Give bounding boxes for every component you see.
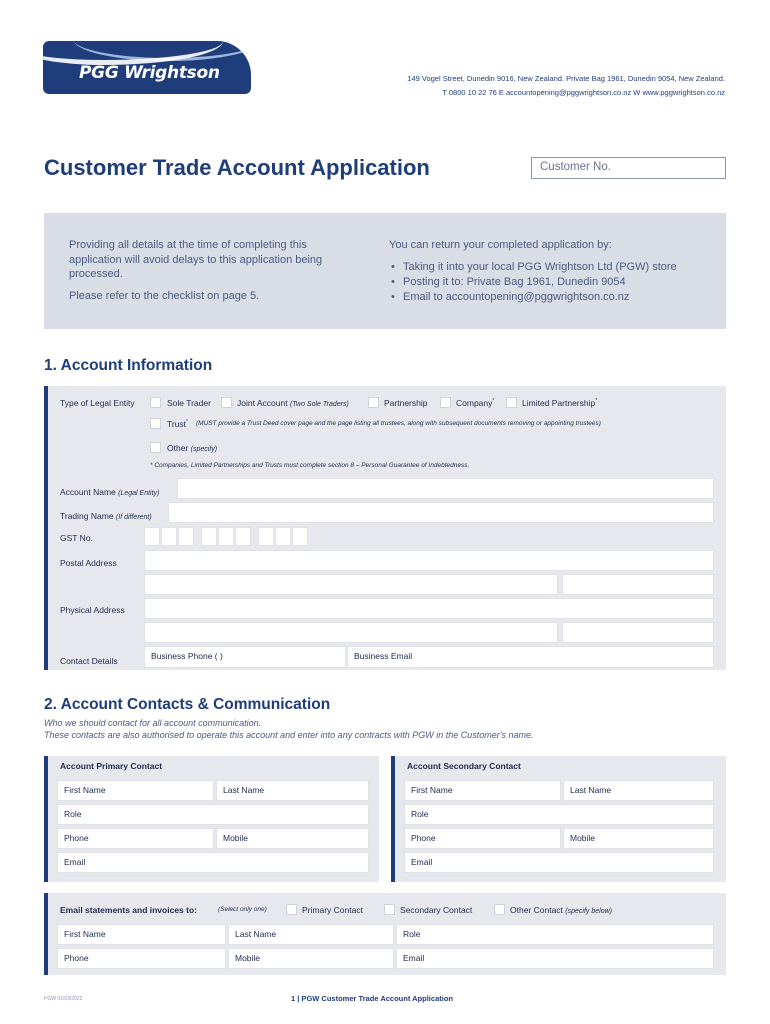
secondary-first-name[interactable]: First Name — [404, 780, 561, 801]
other-contact-option: Other Contact (specify below) — [510, 905, 612, 915]
statements-label: Email statements and invoices to: — [60, 905, 197, 915]
company-logo — [43, 41, 251, 94]
gst-digit-box[interactable] — [258, 527, 274, 546]
gst-digit-box[interactable] — [178, 527, 194, 546]
account-name-label: Account Name (Legal Entity) — [60, 487, 160, 497]
trust-label: Trust* — [167, 419, 188, 429]
joint-account-label: Joint Account (Two Sole Traders) — [237, 398, 349, 408]
statement-last-name[interactable]: Last Name — [228, 924, 394, 945]
gst-digit-box[interactable] — [235, 527, 251, 546]
legal-entity-label: Type of Legal Entity — [60, 398, 135, 408]
info-box — [44, 213, 726, 329]
sole-trader-label: Sole Trader — [167, 398, 211, 408]
secondary-contact-checkbox[interactable] — [384, 904, 395, 915]
gst-digit-box[interactable] — [161, 527, 177, 546]
return-option: • Posting it to: Private Bag 1961, Dunedin 9054 — [389, 275, 709, 290]
primary-contact-option: Primary Contact — [302, 905, 363, 915]
statement-phone[interactable]: Phone — [57, 948, 226, 969]
contact-line: T 0800 10 22 76 E accountopening@pggwrightson.co.nz W www.pggwrightson.co.nz — [442, 88, 725, 97]
section-2-subtitle: These contacts are also authorised to operate this account and enter into any contracts with PGW in the Customer's name. — [44, 730, 534, 740]
primary-last-name[interactable]: Last Name — [216, 780, 369, 801]
physical-address-input[interactable] — [144, 598, 714, 619]
return-title: You can return your completed application by: — [389, 239, 612, 251]
trust-checkbox[interactable] — [150, 418, 161, 429]
info-text: Providing all details at the time of completing this application will avoid delays to this application being processed. — [69, 239, 323, 280]
trading-name-input[interactable] — [168, 502, 714, 523]
account-name-input[interactable] — [177, 478, 714, 499]
partnership-checkbox[interactable] — [368, 397, 379, 408]
postal-code-input[interactable] — [562, 574, 714, 595]
partnership-label: Partnership — [384, 398, 428, 408]
trust-note: (MUST provide a Trust Deed cover page and the page listing all trustees, along with subsequent documents removing or appointing trustees) — [196, 420, 601, 427]
entity-footnote: * Companies, Limited Partnerships and Trusts must complete section 8 – Personal Guarantee of Indebtedness. — [150, 462, 470, 469]
secondary-last-name[interactable]: Last Name — [563, 780, 714, 801]
secondary-contact-option: Secondary Contact — [400, 905, 473, 915]
secondary-email[interactable]: Email — [404, 852, 714, 873]
limited-partnership-checkbox[interactable] — [506, 397, 517, 408]
return-option: • Taking it into your local PGG Wrightson Ltd (PGW) store — [389, 260, 709, 275]
statement-email[interactable]: Email — [396, 948, 714, 969]
contact-details-label: Contact Details — [60, 656, 118, 666]
company-label: Company* — [456, 398, 495, 408]
secondary-contact-heading: Account Secondary Contact — [407, 761, 521, 771]
logo-text: PGG Wrightson — [79, 63, 220, 83]
trading-name-label: Trading Name (If different) — [60, 511, 152, 521]
info-checklist: Please refer to the checklist on page 5. — [69, 289, 260, 302]
primary-mobile[interactable]: Mobile — [216, 828, 369, 849]
customer-number-field[interactable]: Customer No. — [531, 157, 726, 179]
primary-contact-heading: Account Primary Contact — [60, 761, 163, 771]
statement-first-name[interactable]: First Name — [57, 924, 226, 945]
primary-first-name[interactable]: First Name — [57, 780, 214, 801]
sole-trader-checkbox[interactable] — [150, 397, 161, 408]
gst-label: GST No. — [60, 533, 93, 543]
gst-digit-box[interactable] — [292, 527, 308, 546]
form-code: PGW 01/03/2022 — [44, 996, 83, 1002]
gst-digit-box[interactable] — [218, 527, 234, 546]
physical-address-line2[interactable] — [144, 622, 558, 643]
section-2-subtitle: Who we should contact for all account communication. — [44, 718, 262, 728]
postal-address-label: Postal Address — [60, 558, 117, 568]
postal-address-line2[interactable] — [144, 574, 558, 595]
return-option: • Email to accountopening@pggwrightson.co.nz — [389, 290, 709, 305]
secondary-mobile[interactable]: Mobile — [563, 828, 714, 849]
gst-digit-box[interactable] — [275, 527, 291, 546]
other-contact-checkbox[interactable] — [494, 904, 505, 915]
other-entity-checkbox[interactable] — [150, 442, 161, 453]
gst-digit-box[interactable] — [144, 527, 160, 546]
business-phone-input[interactable]: Business Phone ( ) — [144, 646, 346, 668]
secondary-role[interactable]: Role — [404, 804, 714, 825]
company-address — [407, 72, 725, 100]
statement-role[interactable]: Role — [396, 924, 714, 945]
company-checkbox[interactable] — [440, 397, 451, 408]
section-2-title: 2. Account Contacts & Communication — [44, 696, 331, 713]
section-1-title: 1. Account Information — [44, 357, 213, 374]
page-title: Customer Trade Account Application — [44, 155, 430, 180]
secondary-phone[interactable]: Phone — [404, 828, 561, 849]
primary-email[interactable]: Email — [57, 852, 369, 873]
page-footer: 1 | PGW Customer Trade Account Application — [291, 994, 453, 1003]
physical-code-input[interactable] — [562, 622, 714, 643]
statement-mobile[interactable]: Mobile — [228, 948, 394, 969]
joint-account-checkbox[interactable] — [221, 397, 232, 408]
physical-address-label: Physical Address — [60, 605, 125, 615]
primary-contact-checkbox[interactable] — [286, 904, 297, 915]
limited-partnership-label: Limited Partnership* — [522, 398, 598, 408]
address-line: 149 Vogel Street, Dunedin 9016, New Zealand. Private Bag 1961, Dunedin 9054, New Zealand. — [407, 74, 725, 83]
primary-role[interactable]: Role — [57, 804, 369, 825]
primary-phone[interactable]: Phone — [57, 828, 214, 849]
postal-address-input[interactable] — [144, 550, 714, 571]
select-one-note: (Select only one) — [218, 906, 267, 913]
business-email-input[interactable]: Business Email — [347, 646, 714, 668]
gst-digit-box[interactable] — [201, 527, 217, 546]
other-entity-label: Other (specify) — [167, 443, 218, 453]
